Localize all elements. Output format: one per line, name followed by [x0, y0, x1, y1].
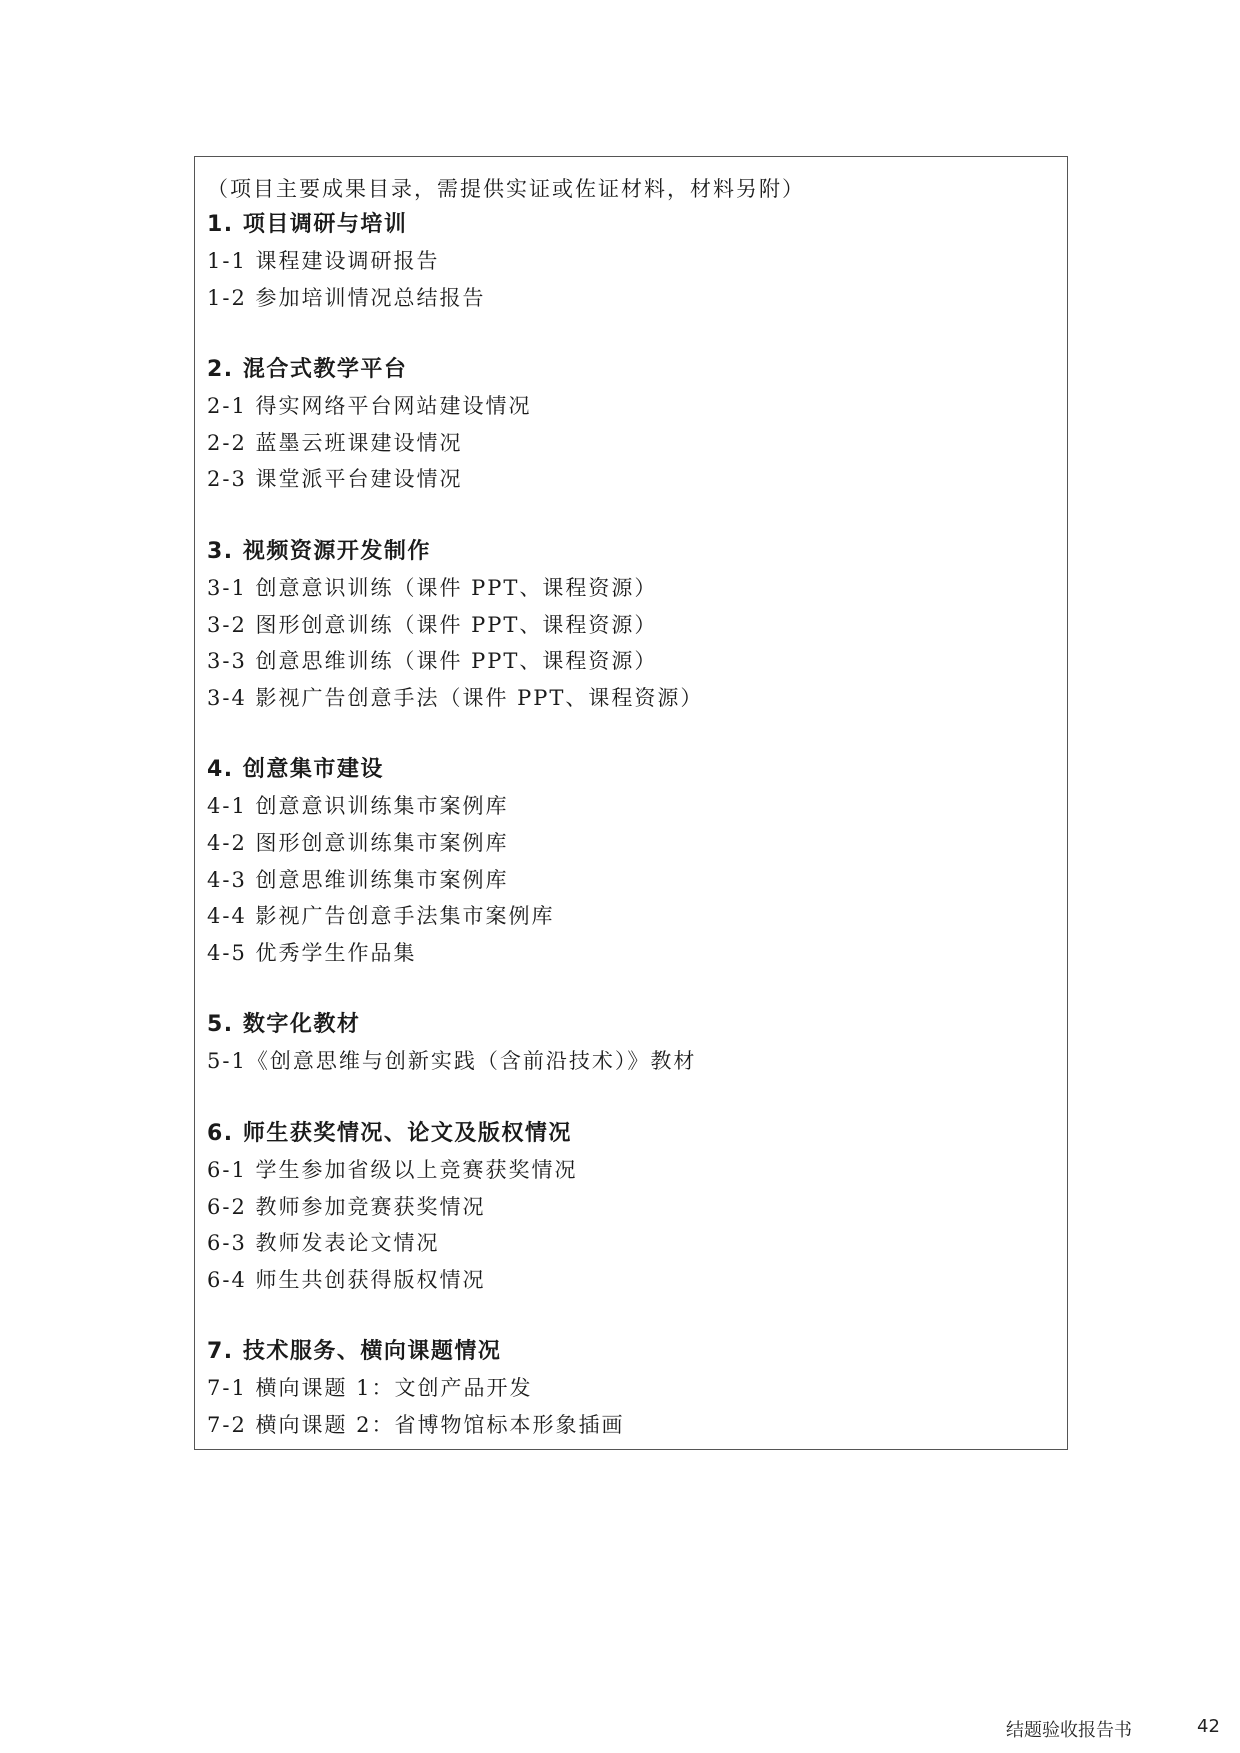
- section-title: 4. 创意集市建设: [207, 757, 384, 783]
- list-item: 2-2 蓝墨云班课建设情况: [207, 430, 463, 455]
- section-creative-market: [207, 752, 1067, 971]
- list-item: 4-2 图形创意训练集市案例库: [207, 830, 509, 855]
- section-title: 2. 混合式教学平台: [207, 357, 408, 383]
- footer-document-title: 结题验收报告书: [1006, 1720, 1132, 1741]
- list-item: 7-1 横向课题 1：文创产品开发: [207, 1376, 533, 1401]
- list-item: 6-1 学生参加省级以上竞赛获奖情况: [207, 1157, 578, 1182]
- list-item: 3-3 创意思维训练（课件 PPT、课程资源）: [207, 649, 658, 674]
- list-item: 6-2 教师参加竞赛获奖情况: [207, 1194, 486, 1219]
- list-item: 2-1 得实网络平台网站建设情况: [207, 394, 532, 419]
- footer-page-number: 42: [1197, 1716, 1220, 1737]
- list-item: 4-1 创意意识训练集市案例库: [207, 794, 509, 819]
- list-item: 3-1 创意意识训练（课件 PPT、课程资源）: [207, 575, 658, 600]
- list-item: 6-4 师生共创获得版权情况: [207, 1267, 486, 1292]
- section-title: 7. 技术服务、横向课题情况: [207, 1339, 502, 1365]
- section-video-resources: [207, 534, 1067, 716]
- list-item: 4-3 创意思维训练集市案例库: [207, 867, 509, 892]
- results-table-cell: [194, 156, 1068, 1450]
- list-item: 7-2 横向课题 2：省博物馆标本形象插画: [207, 1412, 625, 1437]
- list-item: 3-2 图形创意训练（课件 PPT、课程资源）: [207, 612, 658, 637]
- list-item: 1-1 课程建设调研报告: [207, 249, 440, 273]
- list-item: 6-3 教师发表论文情况: [207, 1231, 440, 1256]
- section-title: 6. 师生获奖情况、论文及版权情况: [207, 1120, 572, 1146]
- section-blended-platform: [207, 352, 1067, 498]
- list-item: 3-4 影视广告创意手法（课件 PPT、课程资源）: [207, 685, 704, 710]
- list-item: 2-3 课堂派平台建设情况: [207, 467, 463, 492]
- section-title: 5. 数字化教材: [207, 1012, 361, 1038]
- list-item: 5-1《创意思维与创新实践（含前沿技术）》教材: [207, 1049, 697, 1074]
- section-digital-textbook: [207, 1007, 1067, 1080]
- list-item: 4-5 优秀学生作品集: [207, 940, 417, 965]
- instruction-note: （项目主要成果目录，需提供实证或佐证材料，材料另附）: [207, 177, 805, 201]
- list-item: 4-4 影视广告创意手法集市案例库: [207, 904, 555, 929]
- section-awards-papers: [207, 1116, 1067, 1298]
- section-technical-services: [207, 1334, 1067, 1443]
- section-research-training: [207, 207, 1067, 316]
- list-item: 1-2 参加培训情况总结报告: [207, 285, 486, 310]
- section-title: 1. 项目调研与培训: [207, 212, 408, 237]
- section-title: 3. 视频资源开发制作: [207, 538, 431, 564]
